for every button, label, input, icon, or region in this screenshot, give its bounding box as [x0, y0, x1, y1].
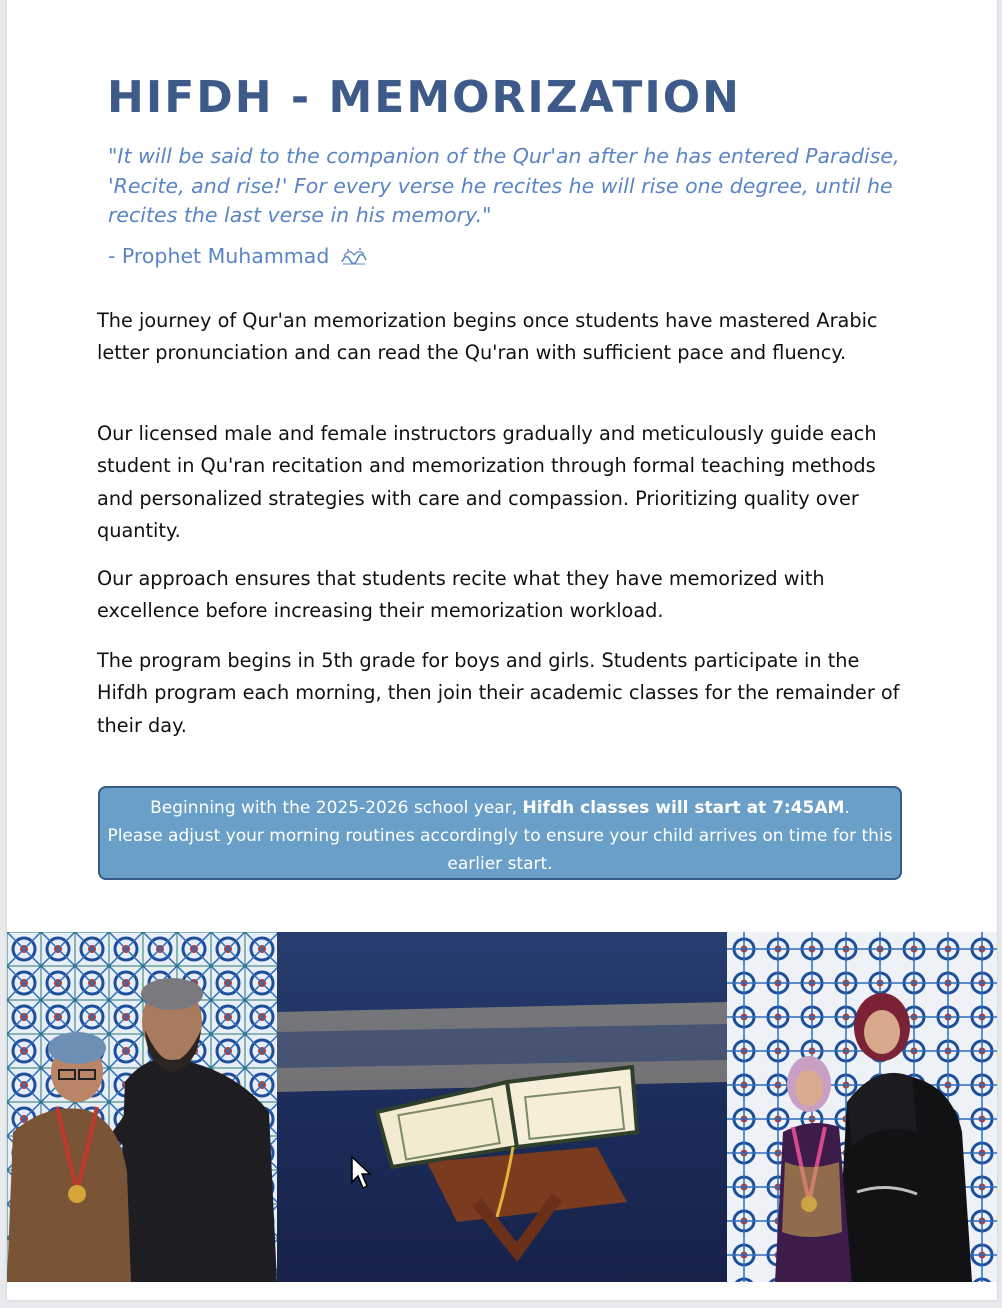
notice-highlight: Hifdh classes will start at 7:45AM	[522, 798, 845, 818]
photo-teacher-girl	[727, 932, 997, 1282]
notice-rest: Please adjust your morning routines accordingly to ensure your child arrives on time for this earlier start.	[107, 826, 893, 874]
paragraph-program: The program begins in 5th grade for boys and girls. Students participate in the Hifdh program each morning, then join their academic classes for the remainder of their day.	[97, 649, 900, 737]
schedule-notice-box	[98, 786, 902, 880]
paragraph-instructors: Our licensed male and female instructors gradually and meticulously guide each student in Qu'ran recitation and memorization through formal teaching methods and personalized strategies with care and compassion. Prioritizing quality over quantity.	[97, 422, 877, 542]
notice-lead: Beginning with the 2025-2026 school year,	[150, 798, 523, 818]
paragraph-journey: The journey of Qur'an memorization begins once students have mastered Arabic letter pronunciation and can read the Qu'ran with sufficient pace and fluency.	[97, 309, 878, 365]
attribution-text: - Prophet Muhammad	[108, 244, 330, 268]
quote-attribution	[108, 244, 368, 268]
notice-end: .	[844, 798, 850, 818]
salawat-calligraphy-icon	[340, 246, 368, 266]
photo-strip	[7, 932, 997, 1282]
photo-quran-stand	[277, 932, 727, 1282]
paragraph-approach: Our approach ensures that students recite what they have memorized with excellence before increasing their memorization workload.	[97, 567, 825, 623]
photo-instructor-student	[7, 932, 277, 1282]
page-title: HIFDH - MEMORIZATION	[107, 72, 741, 123]
document-page	[7, 0, 997, 1300]
hadith-quote: "It will be said to the companion of the Qur'an after he has entered Paradise, 'Recite, and rise!' For every verse he recites he will rise one degree, until he recites the last verse in his memory."	[108, 144, 900, 227]
